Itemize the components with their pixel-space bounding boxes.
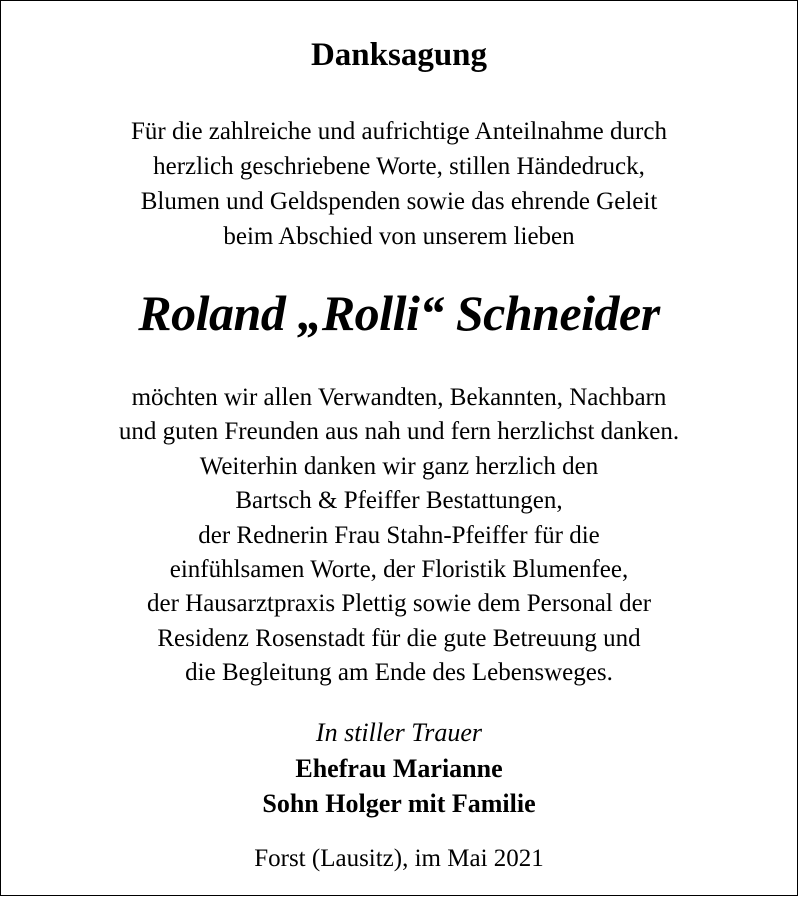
thanks-line: die Begleitung am Ende des Lebensweges. <box>185 659 613 687</box>
place-date: Forst (Lausitz), im Mai 2021 <box>254 845 544 872</box>
intro-line: Für die zahlreiche und aufrichtige Anteilnahme durch <box>131 118 667 145</box>
thanks-line: möchten wir allen Verwandten, Bekannten, Nachbarn <box>131 384 667 411</box>
family-member: Ehefrau Marianne <box>295 754 503 783</box>
thanks-line: einfühlsamen Worte, der Floristik Blumenfee, <box>169 556 629 584</box>
thanks-line: Residenz Rosenstadt für die gute Betreuung und <box>157 624 641 652</box>
intro-line: herzlich geschriebene Worte, stillen Händedruck, <box>153 153 645 180</box>
deceased-name: Roland „Rolli“ Schneider <box>138 285 660 341</box>
notice-title: Danksagung <box>310 37 488 73</box>
thanks-line: Bartsch & Pfeiffer Bestattungen, <box>235 487 563 515</box>
mourning-line: In stiller Trauer <box>315 718 483 747</box>
thanks-line: der Hausarztpraxis Plettig sowie dem Personal der <box>146 590 652 618</box>
thanks-line: Weiterhin danken wir ganz herzlich den <box>199 452 599 480</box>
thanks-line: der Rednerin Frau Stahn-Pfeiffer für die <box>198 521 600 549</box>
intro-paragraph <box>1 114 797 254</box>
family-member: Sohn Holger mit Familie <box>262 789 536 818</box>
intro-line: Blumen und Geldspenden sowie das ehrende Geleit <box>140 188 658 215</box>
thanks-line: und guten Freunden aus nah und fern herzlichst danken. <box>118 418 680 446</box>
intro-line: beim Abschied von unserem lieben <box>223 223 575 250</box>
family-signature <box>1 751 797 821</box>
thanks-paragraph <box>1 381 797 691</box>
